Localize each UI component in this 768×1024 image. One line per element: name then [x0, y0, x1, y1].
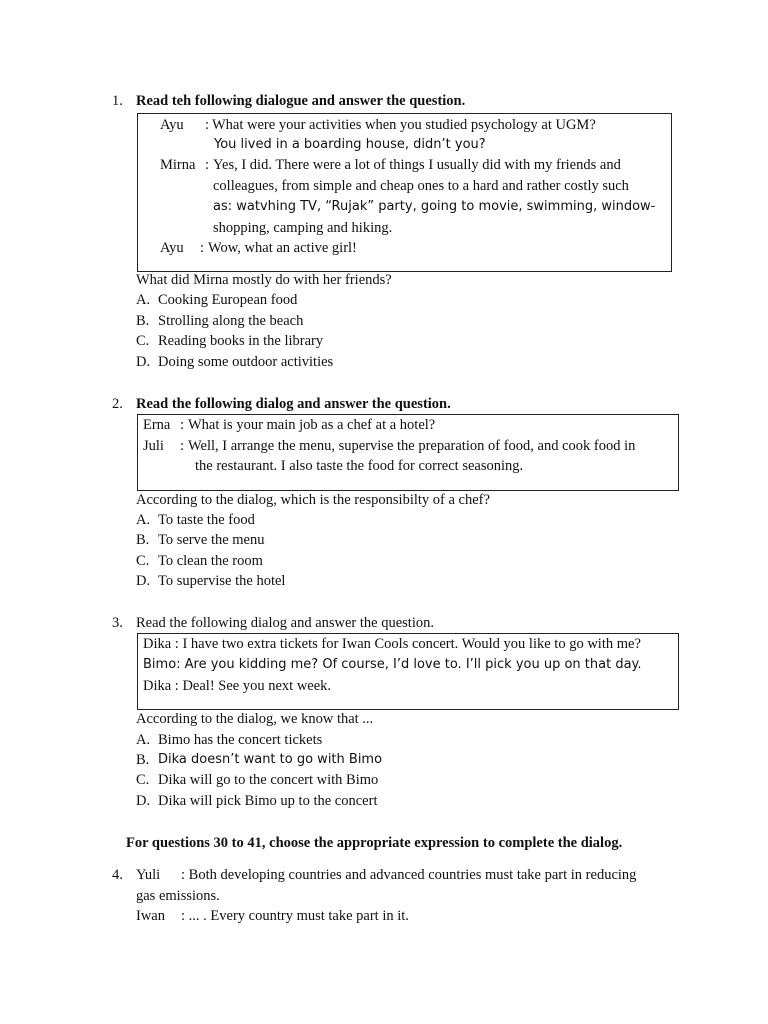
q1-sep: :	[205, 117, 210, 133]
q4-yuli-line-cont: gas emissions.	[136, 888, 220, 904]
q2-sep: :	[180, 417, 185, 433]
q4-number: 4.	[112, 867, 123, 883]
q4-yuli-line: : Both developing countries and advanced countries must take part in reducing	[181, 867, 637, 883]
q3-option-d: Dika will pick Bimo up to the concert	[158, 793, 378, 809]
section-instruction: For questions 30 to 41, choose the appropriate expression to complete the dialog.	[126, 835, 623, 851]
q2-option-letter: B.	[136, 532, 150, 548]
q1-question: What did Mirna mostly do with her friends?	[136, 272, 392, 288]
q4-speaker-iwan: Iwan	[136, 908, 165, 924]
q1-option-letter: C.	[136, 333, 150, 349]
q3-option-letter: B.	[136, 752, 150, 768]
q2-option-letter: C.	[136, 553, 150, 569]
q2-speaker-erna: Erna	[143, 417, 171, 433]
q3-option-b: Dika doesn’t want to go with Bimo	[158, 752, 383, 767]
q2-sep: :	[180, 438, 185, 454]
q1-number: 1.	[112, 93, 123, 109]
q2-number: 2.	[112, 396, 123, 412]
q2-speaker-juli: Juli	[143, 438, 164, 454]
q2-juli-line-1: Well, I arrange the menu, supervise the preparation of food, and cook food in	[188, 438, 636, 454]
q2-option-c: To clean the room	[158, 553, 263, 569]
q2-juli-line-2: the restaurant. I also taste the food for correct seasoning.	[195, 458, 524, 474]
q3-option-a: Bimo has the concert tickets	[158, 732, 323, 748]
q1-option-letter: B.	[136, 313, 150, 329]
q4-iwan-line: : ... . Every country must take part in it.	[181, 908, 409, 924]
q1-ayu-line-3: Wow, what an active girl!	[208, 240, 357, 256]
q1-mirna-line-1: Yes, I did. There were a lot of things I usually did with my friends and	[213, 157, 621, 173]
q2-option-a: To taste the food	[158, 512, 255, 528]
q1-mirna-line-4: shopping, camping and hiking.	[213, 220, 393, 236]
q1-prompt: Read teh following dialogue and answer the question.	[136, 93, 466, 109]
q3-number: 3.	[112, 615, 123, 631]
q3-dika-line-1: Dika : I have two extra tickets for Iwan Cools concert. Would you like to go with me?	[143, 636, 641, 652]
q1-option-letter: D.	[136, 354, 151, 370]
q1-option-d: Doing some outdoor activities	[158, 354, 334, 370]
q2-option-letter: A.	[136, 512, 151, 528]
q1-sep: :	[200, 240, 205, 256]
q4-speaker-yuli: Yuli	[136, 867, 161, 883]
q2-prompt: Read the following dialog and answer the question.	[136, 396, 451, 412]
q2-option-d: To supervise the hotel	[158, 573, 286, 589]
q3-question: According to the dialog, we know that ...	[136, 711, 374, 727]
q3-option-c: Dika will go to the concert with Bimo	[158, 772, 379, 788]
q1-mirna-line-2: colleagues, from simple and cheap ones to a hard and rather costly such	[213, 178, 629, 194]
q3-option-letter: A.	[136, 732, 151, 748]
q1-sep: :	[205, 157, 210, 173]
q1-ayu-line-2: You lived in a boarding house, didn’t you?	[214, 137, 486, 152]
q3-dialog-box	[137, 633, 679, 710]
q1-speaker-ayu-2: Ayu	[160, 240, 184, 256]
q2-erna-line-1: What is your main job as a chef at a hotel?	[188, 417, 436, 433]
q1-option-b: Strolling along the beach	[158, 313, 304, 329]
q1-mirna-line-3: as: watvhing TV, “Rujak” party, going to movie, swimming, window-	[213, 199, 656, 214]
q2-question: According to the dialog, which is the responsibilty of a chef?	[136, 492, 490, 508]
q1-option-letter: A.	[136, 292, 151, 308]
q3-option-letter: C.	[136, 772, 150, 788]
q3-dika-line-2: Dika : Deal! See you next week.	[143, 678, 332, 694]
q3-bimo-line: Bimo: Are you kidding me? Of course, I’d love to. I’ll pick you up on that day.	[143, 657, 642, 672]
q1-speaker-mirna: Mirna	[160, 157, 196, 173]
q3-option-letter: D.	[136, 793, 151, 809]
q1-option-c: Reading books in the library	[158, 333, 324, 349]
q1-option-a: Cooking European food	[158, 292, 298, 308]
q1-ayu-line-1: What were your activities when you studied psychology at UGM?	[212, 117, 596, 133]
q2-option-b: To serve the menu	[158, 532, 265, 548]
q2-option-letter: D.	[136, 573, 151, 589]
q1-dialog-box	[137, 113, 672, 272]
q1-speaker-ayu: Ayu	[160, 117, 184, 133]
q3-prompt: Read the following dialog and answer the question.	[136, 615, 434, 631]
q2-dialog-box	[137, 414, 679, 491]
